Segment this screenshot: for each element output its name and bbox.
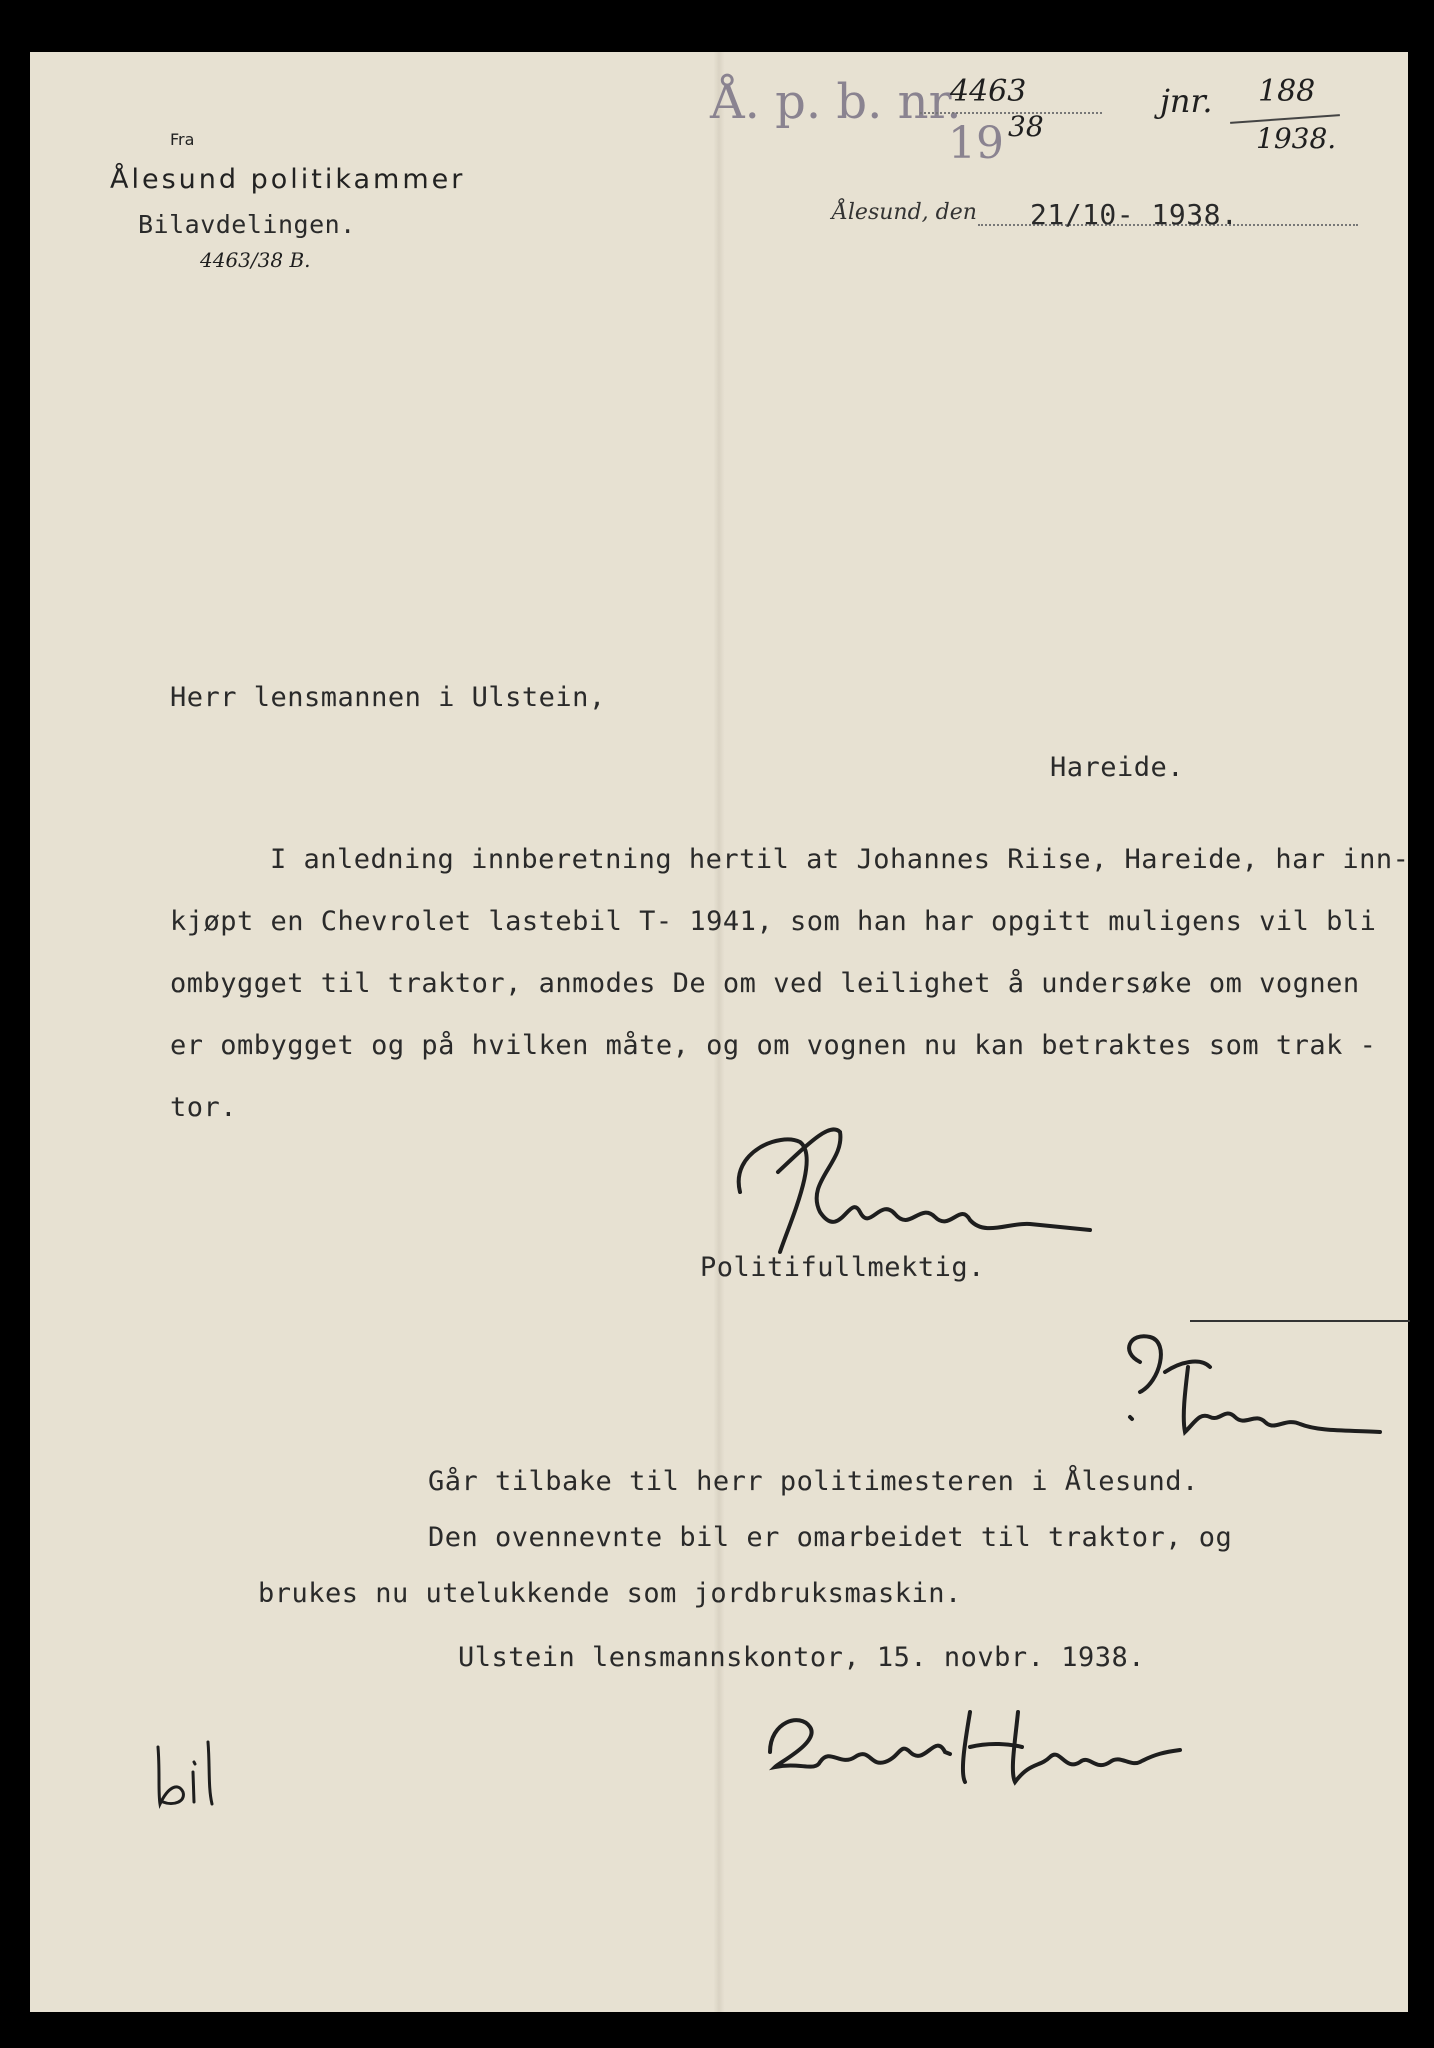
body-line: er ombygget og på hvilken måte, og om vognen nu kan betraktes som trak - — [170, 1030, 1377, 1061]
handwritten-reference: 4463/38 B. — [200, 248, 311, 272]
body-line: ombygget til traktor, anmodes De om ved leilighet å undersøke om vognen — [170, 968, 1360, 999]
margin-handwritten-note — [148, 1732, 238, 1812]
body-line: I anledning innberetning hertil at Johannes Riise, Hareide, har inn- — [270, 844, 1410, 875]
journal-stamp-label: Å. p. b. nr. — [710, 74, 962, 130]
reply-line: Den ovennevnte bil er omarbeidet til traktor, og — [428, 1522, 1233, 1553]
reply-line: Går tilbake til herr politimesteren i Ålesund. — [428, 1466, 1199, 1497]
body-line: kjøpt en Chevrolet lastebil T- 1941, som han har opgitt muligens vil bli — [170, 906, 1377, 937]
journal-jnr-year: 1938. — [1256, 122, 1337, 155]
signer-title: Politifullmektig. — [700, 1252, 985, 1283]
body-line: tor. — [170, 1092, 238, 1123]
reply-place-date: Ulstein lensmannskontor, 15. novbr. 1938. — [458, 1642, 1145, 1673]
addressee: Herr lensmannen i Ulstein, — [170, 682, 606, 713]
journal-stamp-year: 19 — [948, 118, 1004, 169]
sender-office: Ålesund politikammer — [110, 164, 466, 195]
reply-line: brukes nu utelukkende som jordbruksmaskin. — [258, 1578, 962, 1609]
journal-jnr-number: 188 — [1258, 74, 1316, 109]
document-page — [30, 52, 1408, 2012]
dateline-prefix: Ålesund, den — [832, 200, 977, 225]
journal-stamp-number: 4463 — [950, 74, 1027, 109]
journal-jnr-text: jnr. — [1160, 82, 1213, 120]
journal-stamp-year-suffix: 38 — [1008, 110, 1044, 143]
letter-date: 21/10- 1938. — [1030, 198, 1239, 231]
initials-signature — [1110, 1322, 1410, 1452]
from-label: Fra — [170, 130, 195, 149]
addressee-place: Hareide. — [1050, 752, 1185, 783]
sender-department: Bilavdelingen. — [138, 210, 356, 239]
signature-politifullmektig — [710, 1102, 1130, 1272]
signature-lensmann — [760, 1692, 1240, 1802]
